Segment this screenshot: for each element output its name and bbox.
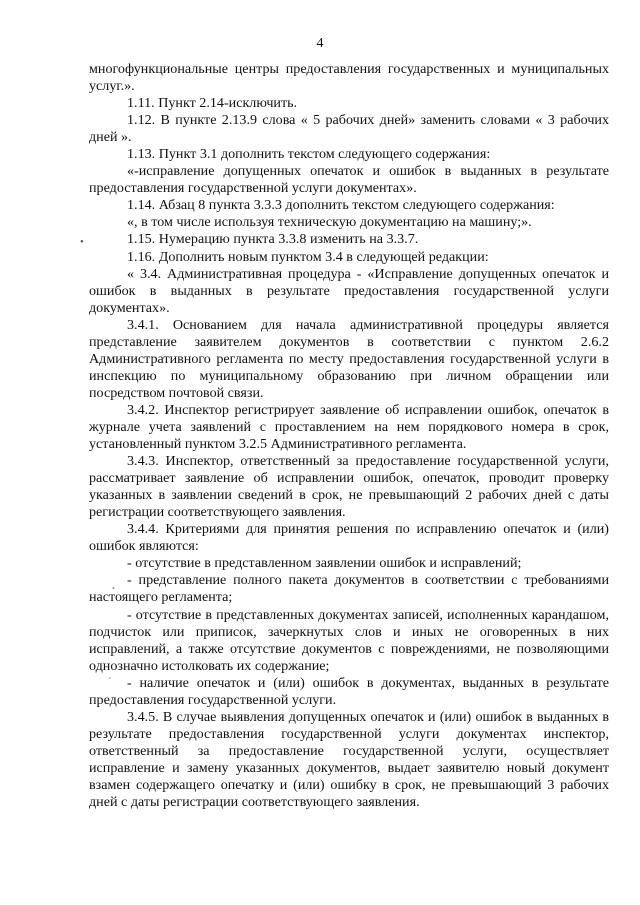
paragraph: 3.4.3. Инспектор, ответственный за предоставление государственной услуги, рассматривает заявление об исправлении ошибок, опечаток, проводит проверку указанных в заявлении сведений в срок, не превышающий 2 рабочих дней с даты регистрации соответствующего заявления.: [89, 453, 609, 521]
paragraph: - наличие опечаток и (или) ошибок в документах, выданных в результате предоставления государственной услуги.: [89, 674, 609, 708]
scan-mark: •: [80, 236, 84, 248]
paragraph: - отсутствие в представленном заявлении ошибок и исправлений;: [127, 555, 522, 572]
paragraph: 1.15. Нумерацию пункта 3.3.8 изменить на 3.3.7.: [127, 231, 419, 248]
paragraph: 1.13. Пункт 3.1 дополнить текстом следующего содержания:: [127, 146, 491, 163]
paragraph: «-исправление допущенных опечаток и ошибок в выданных в результате предоставления государственной услуги документах».: [89, 163, 609, 197]
scan-mark: ´: [108, 676, 112, 688]
paragraph: 3.4.5. В случае выявления допущенных опечаток и (или) ошибок в выданных в результате предоставления государственной услуги документах инспектор, ответственный за предоставление государственной услуги, осуществляет исправление и замену указанных документов, выдает заявителю новый документ взамен содержащего опечатку и (или) ошибку в срок, не превышающий 3 рабочих дней с даты регистрации соответствующего заявления.: [89, 708, 609, 811]
document-body: [89, 61, 609, 811]
paragraph: 1.14. Абзац 8 пункта 3.3.3 дополнить текстом следующего содержания:: [127, 197, 555, 214]
paragraph: 3.4.1. Основанием для начала административной процедуры является представление заявителем документов в соответствии с пунктом 2.6.2 Административного регламента по месту предоставления государственной услуги в инспекцию по муниципальному образованию при личном обращении или посредством почтовой связи.: [89, 316, 609, 401]
paragraph: 1.12. В пункте 2.13.9 слова « 5 рабочих дней» заменить словами « 3 рабочих дней ».: [89, 112, 609, 146]
paragraph: - представление полного пакета документов в соответствии с требованиями настоящего регламента;: [89, 572, 609, 606]
paragraph: многофункциональные центры предоставления государственных и муниципальных услуг.».: [89, 61, 609, 95]
paragraph: 3.4.2. Инспектор регистрирует заявление об исправлении ошибок, опечаток в журнале учета заявлений с проставлением на нем порядкового номера в срок, установленный пунктом 3.2.5 Административного регламента.: [89, 401, 609, 453]
paragraph: - отсутствие в представленных документах записей, исполненных карандашом, подчисток или приписок, зачеркнутых слов и иных не оговоренных в них исправлений, а также отсутствие документов с повреждениями, не позволяющими однозначно истолковать их содержание;: [89, 606, 609, 674]
page-number: 4: [316, 36, 324, 51]
scan-mark: ˛: [112, 578, 116, 590]
paragraph: «, в том числе используя техническую документацию на машину;».: [127, 214, 532, 231]
paragraph: 3.4.4. Критериями для принятия решения по исправлению опечаток и (или) ошибок являются:: [89, 521, 609, 555]
paragraph: « 3.4. Административная процедура - «Исправление допущенных опечаток и ошибок в выданных в результате предоставления государственной услуги документах».: [89, 265, 609, 316]
paragraph: 1.11. Пункт 2.14-исключить.: [127, 95, 298, 112]
paragraph: 1.16. Дополнить новым пунктом 3.4 в следующей редакции:: [127, 248, 489, 265]
